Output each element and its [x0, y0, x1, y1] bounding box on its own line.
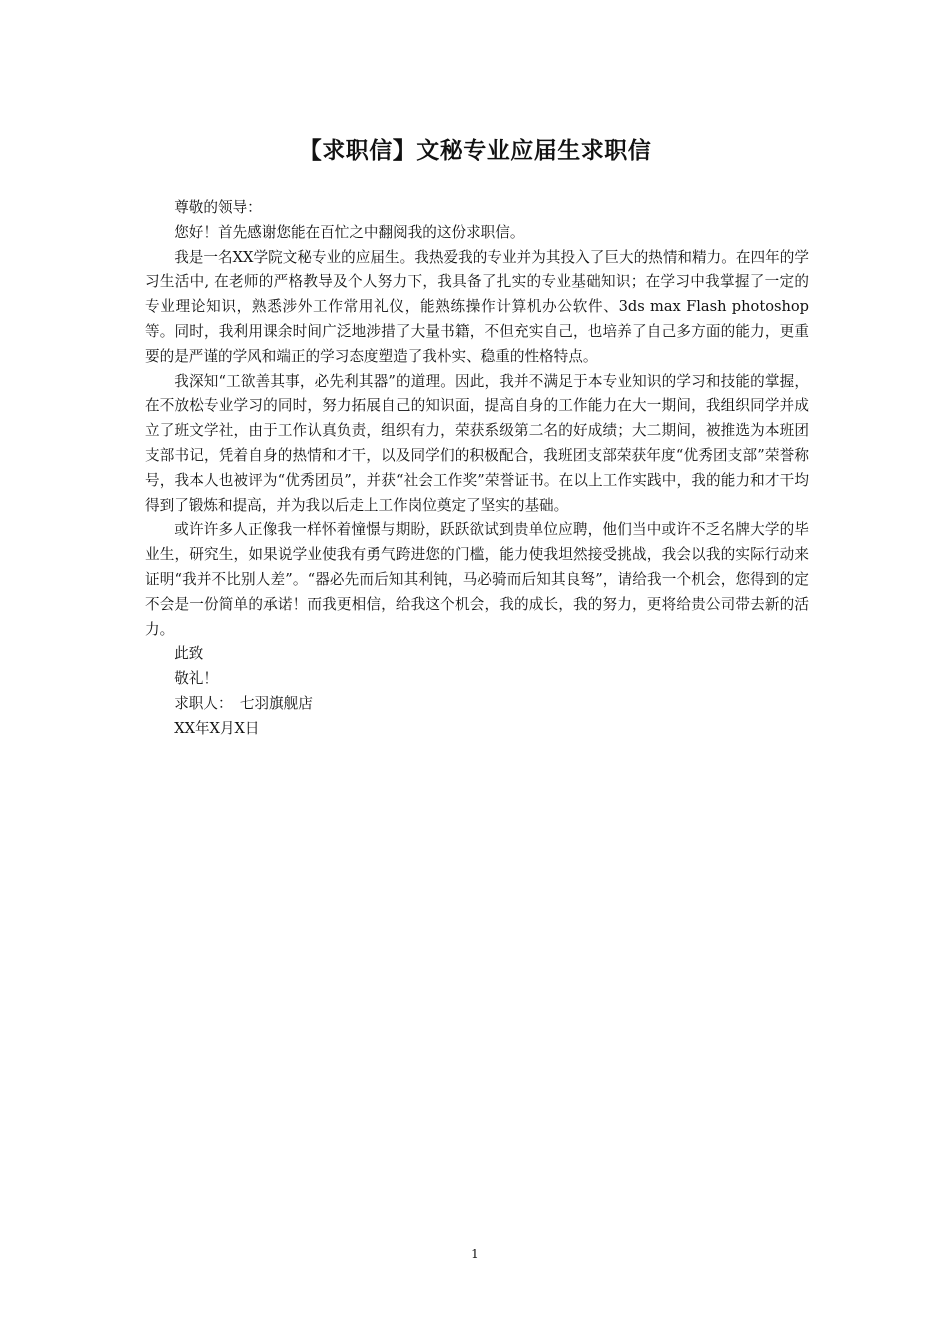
closing-line-1: 此致	[174, 645, 204, 663]
letter-body	[145, 196, 809, 742]
closing-line-2: 敬礼！	[174, 670, 218, 688]
document-title: 【求职信】文秘专业应届生求职信	[298, 138, 652, 164]
paragraph-experience: 我深知“工欲善其事，必先利其器”的道理。因此，我并不满足于本专业知识的学习和技能的掌握，在不放松专业学习的同时，努力拓展自己的知识面，提高自身的工作能力在大一期间，我组织同学并成立了班文学社，由于工作认真负责，组织有力，荣获系级第二名的好成绩；大二期间，被推选为本班团支部书记，凭着自身的热情和才干，以及同学们的积极配合，我班团支部荣获年度“优秀团支部”荣誉称号，我本人也被评为“优秀团员”，并获“社会工作奖”荣誉证书。在以上工作实践中，我的能力和才干均得到了锻炼和提高，并为我以后走上工作岗位奠定了坚实的基础。	[145, 372, 809, 514]
page-number: 1	[471, 1247, 479, 1261]
paragraph-introduction: 我是一名XX学院文秘专业的应届生。我热爱我的专业并为其投入了巨大的热情和精力。在四年的学习生活中, 在老师的严格教导及个人努力下，我具备了扎实的专业基础知识；在学习中我掌握了一定的专业理论知识，熟悉涉外工作常用礼仪，能熟练操作计算机办公软件、3ds max Flash photoshop等。同时，我利用课余时间广泛地涉措了大量书籍，不但充实自己，也培养了自己多方面的能力，更重要的是严谨的学风和端正的学习态度塑造了我朴实、稳重的性格特点。	[145, 248, 809, 365]
date: XX年X月X日	[174, 719, 260, 737]
paragraph-greeting: 您好！首先感谢您能在百忙之中翻阅我的这份求职信。	[174, 223, 525, 241]
salutation: 尊敬的领导：	[174, 199, 262, 216]
signature: 求职人： 七羽旗舰店	[174, 694, 313, 712]
paragraph-request: 或许许多人正像我一样怀着憧憬与期盼，跃跃欲试到贵单位应聘，他们当中或许不乏名牌大学的毕业生，研究生，如果说学业使我有勇气跨进您的门槛，能力使我坦然接受挑战，我会以我的实际行动来证明“我并不比别人差”。“器必先而后知其利钝，马必骑而后知其良驽”，请给我一个机会，您得到的定不会是一份简单的承诺！而我更相信，给我这个机会，我的成长，我的努力，更将给贵公司带去新的活力。	[145, 521, 809, 638]
